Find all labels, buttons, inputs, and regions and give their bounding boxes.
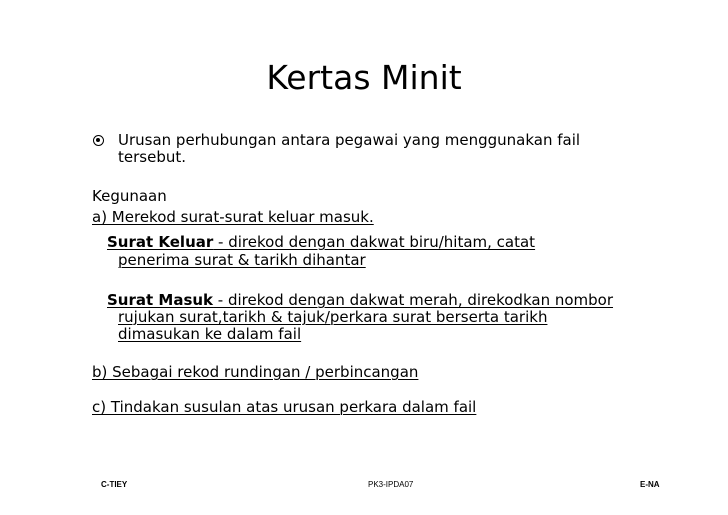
item-c: c) Tindakan susulan atas urusan perkara dalam fail: [92, 398, 477, 416]
footer-center: PK3-IPDA07: [368, 480, 414, 489]
surat-masuk-line3: dimasukan ke dalam fail: [118, 325, 302, 343]
section-heading: Kegunaan: [92, 187, 167, 205]
surat-masuk-text: - direkod dengan dakwat merah, direkodkan nombor: [213, 291, 614, 309]
surat-keluar-line1: [107, 233, 535, 251]
bullet-text-line1: Urusan perhubungan antara pegawai yang menggunakan fail: [118, 131, 581, 149]
surat-keluar-text: - direkod dengan dakwat biru/hitam, catat: [213, 233, 536, 251]
surat-masuk-line2: rujukan surat,tarikh & tajuk/perkara surat berserta tarikh: [118, 308, 548, 326]
surat-keluar-label: Surat Keluar: [107, 233, 214, 251]
surat-masuk-label: Surat Masuk: [107, 291, 214, 309]
circle-bullet-icon: [93, 135, 104, 146]
bullet-text-line2: tersebut.: [118, 148, 186, 166]
surat-keluar-line2: penerima surat & tarikh dihantar: [118, 251, 366, 269]
item-b: b) Sebagai rekod rundingan / perbincangan: [92, 363, 419, 381]
surat-masuk-line1: [107, 291, 613, 309]
footer-left: C-TIEY: [101, 480, 128, 489]
item-a: a) Merekod surat-surat keluar masuk.: [92, 208, 374, 226]
footer-right: E-NA: [640, 480, 660, 489]
slide-title: Kertas Minit: [266, 58, 462, 97]
